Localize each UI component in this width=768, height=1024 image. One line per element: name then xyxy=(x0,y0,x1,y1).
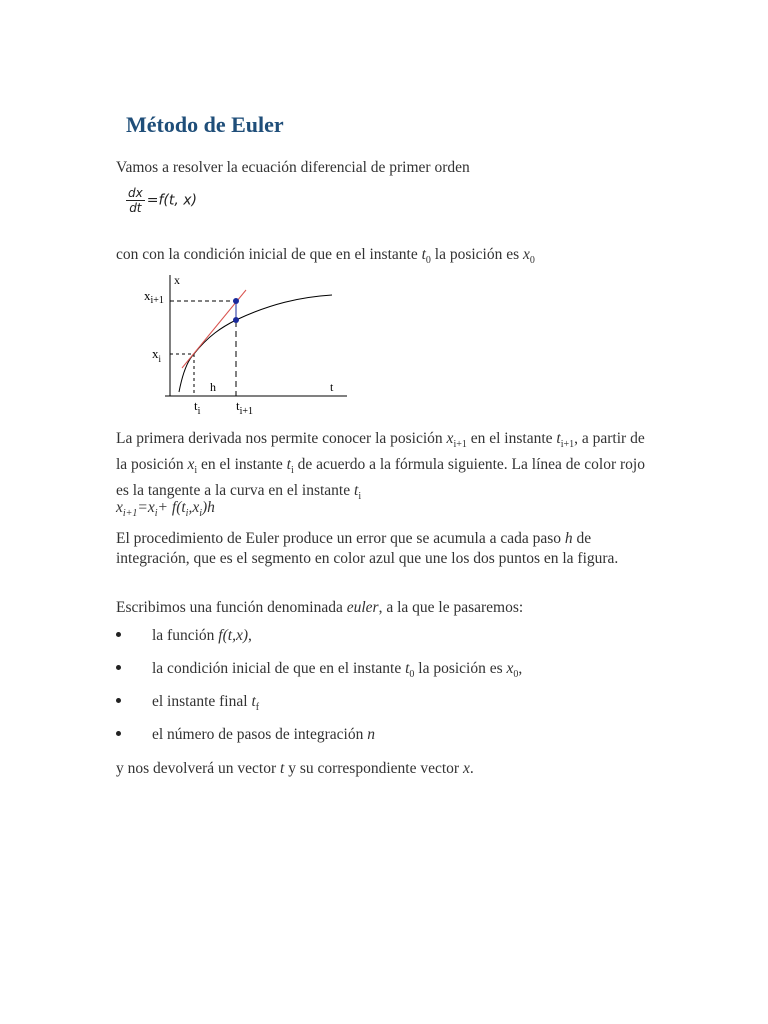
sub: i+1 xyxy=(122,508,138,520)
text-run: )h xyxy=(201,499,215,516)
derivative-paragraph xyxy=(116,429,646,507)
text-run: + f(t xyxy=(157,499,186,516)
page-title: Método de Euler xyxy=(126,112,284,137)
bullet-icon xyxy=(116,731,121,736)
text-run: =x xyxy=(137,499,155,516)
bullet-icon xyxy=(116,665,121,670)
bullet-icon xyxy=(116,698,121,703)
y-axis-label: x xyxy=(174,273,180,287)
label-x-next: $x_{i+1}$ xyxy=(144,288,164,306)
text-run: la condición inicial de que en el instante xyxy=(152,660,406,677)
text-run: en el instante xyxy=(197,456,287,474)
list-item xyxy=(116,692,676,725)
var-t: t xyxy=(280,760,285,777)
parameter-list xyxy=(116,626,676,758)
text-run: el número de pasos de integración xyxy=(152,726,368,743)
var-x: x xyxy=(446,430,454,447)
function-paragraph xyxy=(116,598,646,618)
text-run: el instante final xyxy=(152,693,252,710)
sub: i xyxy=(199,508,202,520)
text-run: La primera derivada nos permite conocer la posición xyxy=(116,430,447,447)
sub: 0 xyxy=(529,255,535,267)
text-run: , a la que le pasaremos: xyxy=(378,599,524,616)
text-run: ,x xyxy=(188,499,200,516)
differential-equation xyxy=(126,186,197,215)
sub: 0 xyxy=(513,669,519,681)
intro-paragraph: Vamos a resolver la ecuación diferencial de primer orden xyxy=(116,159,470,176)
text-run: y su correspondiente vector xyxy=(284,760,463,777)
closing-paragraph xyxy=(116,759,646,779)
list-item xyxy=(116,725,676,758)
label-t-i: $t_i$ xyxy=(194,398,201,417)
label-h: h xyxy=(210,380,216,394)
sub: i+1 xyxy=(560,439,575,451)
sub: i xyxy=(358,491,362,503)
text-run: de acuerdo a la fórmula siguiente. La línea de color rojo es la tangente a la curva en el instante xyxy=(116,456,645,500)
point-euler-estimate xyxy=(233,298,239,304)
point-exact-solution xyxy=(233,317,239,323)
var-t: t xyxy=(286,456,291,474)
function-name: euler xyxy=(346,599,379,616)
euler-formula xyxy=(116,498,646,524)
sub: f xyxy=(255,702,260,714)
var-t: t xyxy=(405,660,410,677)
text-run: , xyxy=(248,627,252,644)
sub: i xyxy=(290,465,294,477)
equation-rhs: =f(t, x) xyxy=(146,192,197,209)
var-f: f(t,x) xyxy=(218,627,248,644)
text-run: . xyxy=(469,760,474,777)
var-x: x xyxy=(506,660,514,677)
sub: i xyxy=(154,508,158,520)
text-run: la función xyxy=(152,627,219,644)
label-t-next: $t_{i+1}$ xyxy=(236,398,254,417)
text-run: Escribimos una función denominada xyxy=(116,599,347,616)
label-x-i: $x_i$ xyxy=(152,346,162,364)
var-t: t xyxy=(421,246,426,263)
var-x: x xyxy=(523,246,530,263)
bullet-icon xyxy=(116,632,121,637)
list-item xyxy=(116,626,676,659)
sub: i xyxy=(194,465,198,477)
derivative-fraction xyxy=(126,186,145,215)
var-n: n xyxy=(367,726,375,743)
text-run: la posición es xyxy=(430,246,524,263)
sub: 0 xyxy=(409,669,415,681)
fraction-denominator: dt xyxy=(129,201,142,215)
text-run: , xyxy=(518,660,523,677)
var-h: h xyxy=(564,530,573,547)
x-axis-label: t xyxy=(330,380,334,394)
text-run: con con la condición inicial de que en el instante xyxy=(116,246,422,263)
var-t: t xyxy=(354,482,359,500)
text-run: El procedimiento de Euler produce un error que se acumula a cada paso xyxy=(116,530,565,547)
text-run: , a partir de la posición xyxy=(116,430,645,474)
error-paragraph xyxy=(116,529,646,569)
var-x: x xyxy=(462,760,470,777)
initial-condition-paragraph xyxy=(116,245,646,271)
var-x: x xyxy=(116,499,123,516)
fraction-numerator: dx xyxy=(128,186,143,200)
list-item xyxy=(116,659,676,692)
text-run: de integración, que es el segmento en color azul que une los dos puntos en la figura. xyxy=(116,530,619,567)
euler-method-figure xyxy=(140,270,355,420)
var-t: t xyxy=(251,693,256,710)
text-run: y nos devolverá un vector xyxy=(116,760,280,777)
sub: 0 xyxy=(425,255,431,267)
sub: i+1 xyxy=(453,439,467,451)
text-run: en el instante xyxy=(466,430,557,447)
var-t: t xyxy=(556,430,561,447)
text-run: la posición es xyxy=(414,660,507,677)
var-x: x xyxy=(187,456,195,474)
sub: i xyxy=(185,508,189,520)
